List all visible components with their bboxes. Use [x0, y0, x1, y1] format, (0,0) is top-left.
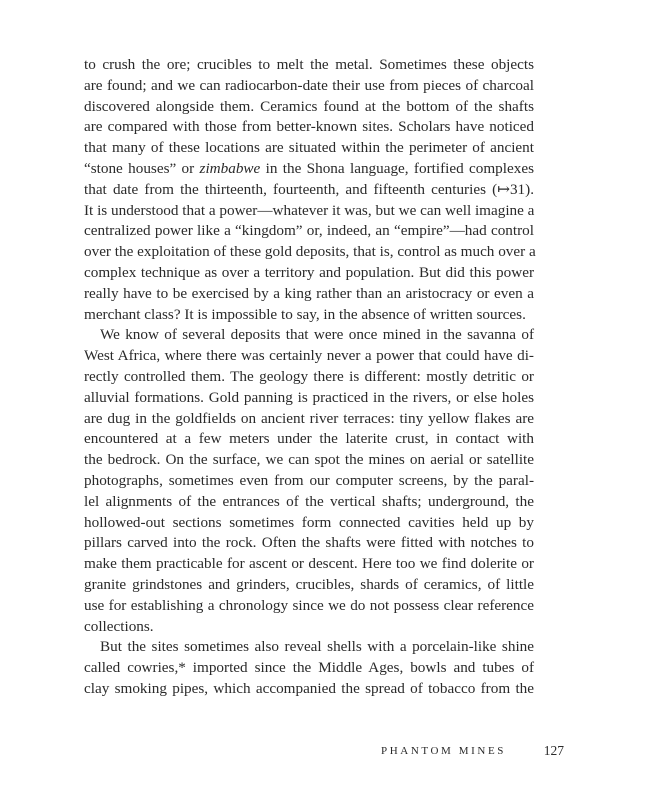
paragraph [84, 55, 534, 325]
italic-term: zimbabwe [199, 159, 261, 177]
text-line: alluvial formations. Gold panning is practiced in the rivers, or else holes [84, 388, 534, 406]
text-line: West Africa, where there was certainly never a power that could have di- [84, 347, 534, 365]
text-line: It is understood that a power—whatever it was, but we can well imagine a [84, 201, 535, 219]
text-segment: “stone houses” or [84, 159, 200, 177]
text-line: But the sites sometimes also reveal shells with a porcelain-like shine [100, 638, 534, 656]
text-line: complex technique as over a territory and population. But did this power [84, 263, 534, 281]
text-line: that date from the thirteenth, fourteenth, and fifteenth centuries (↦31). [84, 180, 534, 198]
text-line: are dug in the goldfields on ancient river terraces: tiny yellow flakes are [84, 409, 534, 427]
text-line: are compared with those from better-known sites. Scholars have noticed [84, 118, 534, 136]
text-line: pillars carved into the rock. Often the shafts were fitted with notches to [84, 534, 534, 552]
text-line-with-italic [84, 159, 534, 180]
text-line: use for establishing a chronology since we do not possess clear reference [84, 596, 534, 614]
body-text [84, 55, 534, 700]
text-line: called cowries,* imported since the Middle Ages, bowls and tubes of [84, 659, 534, 677]
text-line: really have to be exercised by a king rather than an aristocracy or even a [84, 284, 534, 302]
text-line: rectly controlled them. The geology there is different: mostly detritic or [84, 367, 534, 385]
text-segment: in the Shona language, fortified complexes [260, 159, 534, 177]
text-line: We know of several deposits that were once mined in the savanna of [100, 326, 534, 344]
text-line: discovered alongside them. Ceramics found at the bottom of the shafts [84, 97, 534, 115]
text-line: photographs, sometimes even from our computer screens, by the paral- [84, 471, 534, 489]
page-number: 127 [543, 743, 564, 758]
text-line: the bedrock. On the surface, we can spot the mines on aerial or satellite [84, 451, 534, 469]
text-line: hollowed-out sections sometimes form connected cavities held up by [84, 513, 534, 531]
text-line: centralized power like a “kingdom” or, indeed, an “empire”—had control [84, 222, 534, 240]
running-head: PHANTOM MINES [381, 745, 506, 757]
paragraph [84, 637, 534, 699]
paragraph [84, 325, 534, 637]
text-line: lel alignments of the entrances of the vertical shafts; underground, the [84, 492, 534, 510]
text-line: clay smoking pipes, which accompanied the spread of tobacco from the [84, 679, 534, 697]
text-line: collections. [84, 617, 154, 635]
text-line: over the exploitation of these gold deposits, that is, control as much over a [84, 243, 536, 261]
text-line: make them practicable for ascent or descent. Here too we find dolerite or [84, 555, 534, 573]
text-line: to crush the ore; crucibles to melt the metal. Sometimes these objects [84, 56, 534, 73]
text-line: are found; and we can radiocarbon-date their use from pieces of charcoal [84, 76, 534, 94]
text-line: merchant class? It is impossible to say, in the absence of written sources. [84, 305, 526, 323]
text-line: encountered at a few meters under the laterite crust, in contact with [84, 430, 534, 448]
page-footer [84, 741, 564, 761]
text-line: granite grindstones and grinders, crucibles, shards of ceramics, of little [84, 575, 534, 593]
text-line: that many of these locations are situated within the perimeter of ancient [84, 139, 534, 157]
